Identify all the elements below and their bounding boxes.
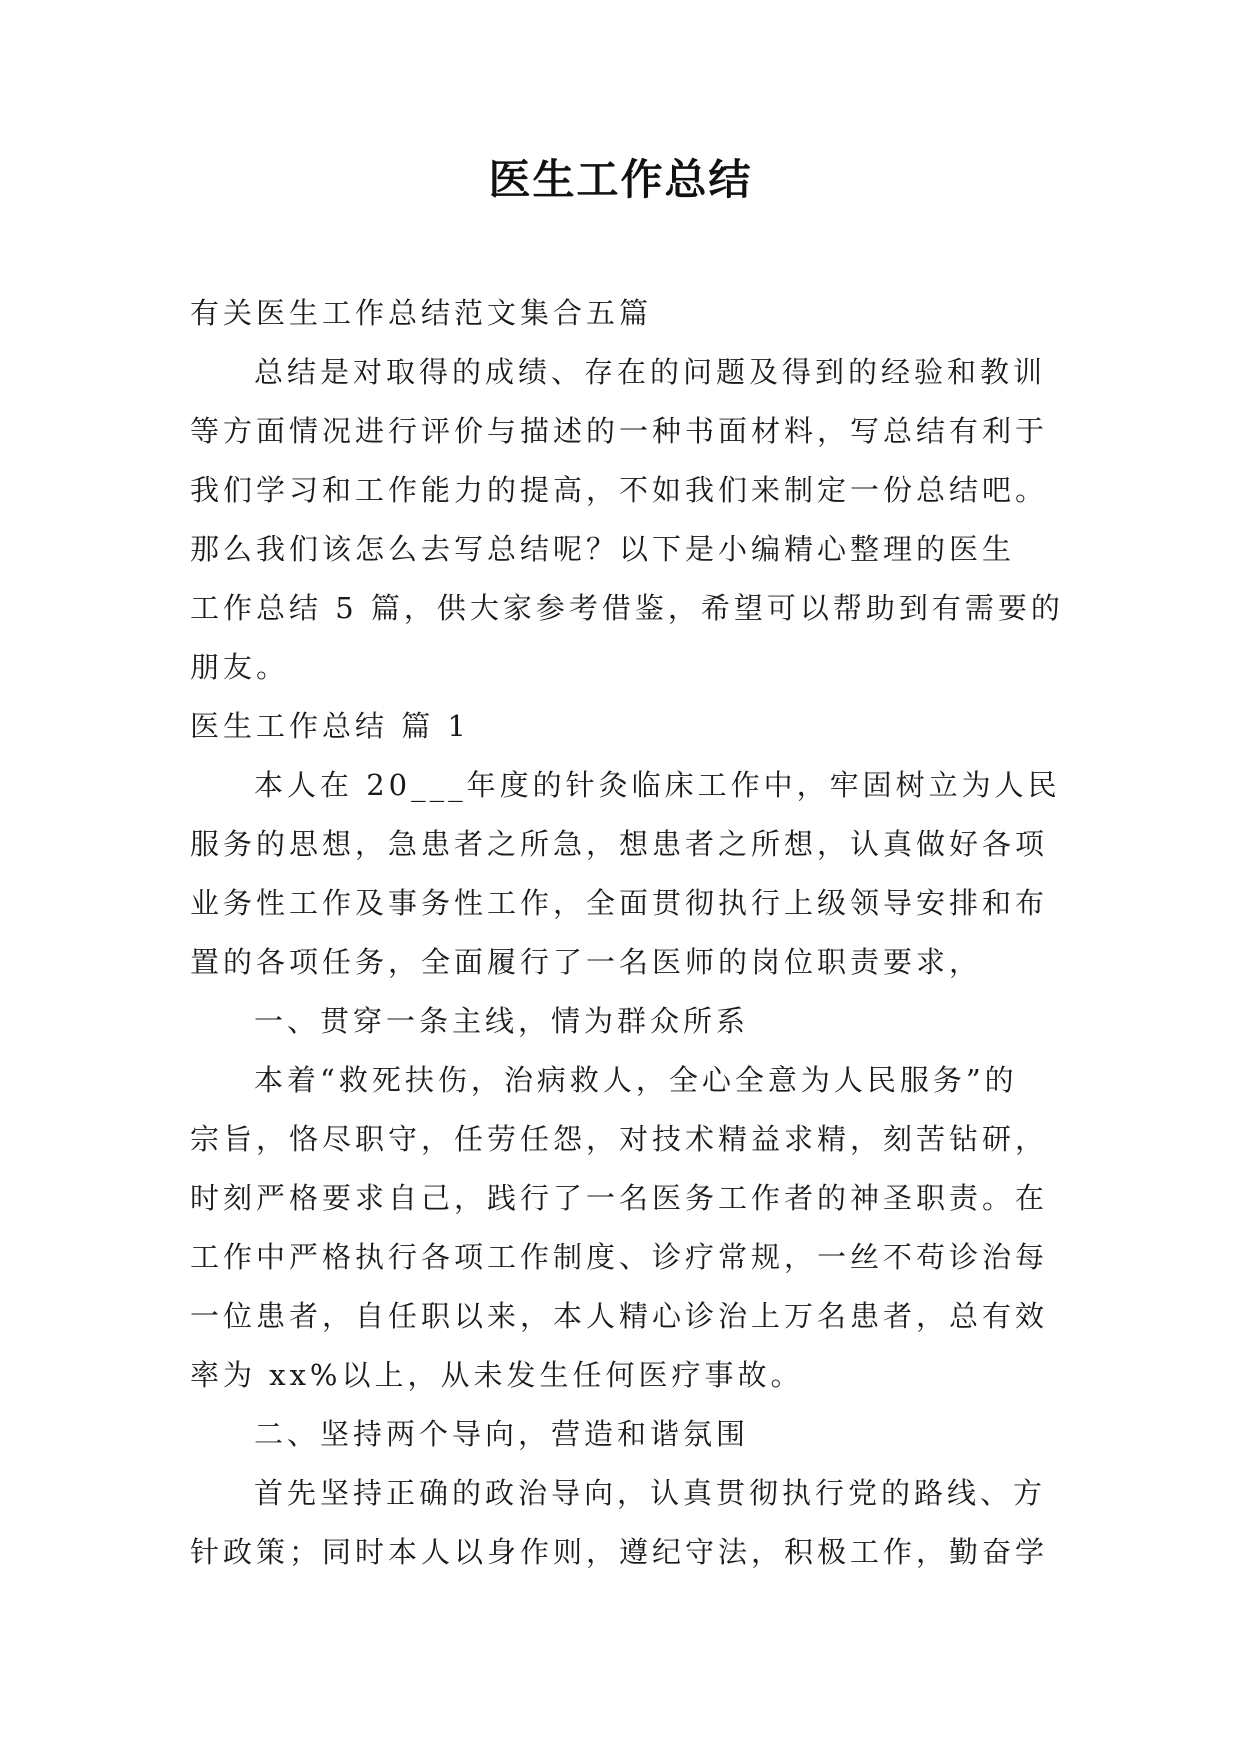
text-line: 工作中严格执行各项工作制度、诊疗常规，一丝不苟诊治每 xyxy=(190,1240,1049,1274)
text-line: 那么我们该怎么去写总结呢？以下是小编精心整理的医生 xyxy=(190,532,1016,566)
text-line: 二、坚持两个导向，营造和谐氛围 xyxy=(254,1417,750,1451)
text-line: 医生工作总结 篇 1 xyxy=(190,709,470,743)
text-line: 服务的思想，急患者之所急，想患者之所想，认真做好各项 xyxy=(190,827,1049,861)
text-line: 有关医生工作总结范文集合五篇 xyxy=(190,296,653,330)
text-line: 宗旨，恪尽职守，任劳任怨，对技术精益求精，刻苦钻研， xyxy=(190,1122,1049,1156)
text-line: 时刻严格要求自己，践行了一名医务工作者的神圣职责。在 xyxy=(190,1181,1049,1215)
text-line: 率为 xx%以上，从未发生任何医疗事故。 xyxy=(190,1358,804,1392)
text-line: 总结是对取得的成绩、存在的问题及得到的经验和教训 xyxy=(254,355,1047,389)
document-title: 医生工作总结 xyxy=(488,155,753,204)
text-line: 业务性工作及事务性工作，全面贯彻执行上级领导安排和布 xyxy=(190,886,1049,920)
text-line: 我们学习和工作能力的提高，不如我们来制定一份总结吧。 xyxy=(190,473,1049,507)
text-line: 等方面情况进行评价与描述的一种书面材料，写总结有利于 xyxy=(190,414,1049,448)
text-line: 本着“救死扶伤，治病救人，全心全意为人民服务”的 xyxy=(254,1063,1018,1097)
text-line: 本人在 20___年度的针灸临床工作中，牢固树立为人民 xyxy=(254,768,1061,802)
document-body xyxy=(190,284,1070,1582)
text-line: 朋友。 xyxy=(190,650,290,684)
text-line: 一位患者，自任职以来，本人精心诊治上万名患者，总有效 xyxy=(190,1299,1049,1333)
text-line: 工作总结 5 篇，供大家参考借鉴，希望可以帮助到有需要的 xyxy=(190,591,1064,625)
text-line: 一、贯穿一条主线，情为群众所系 xyxy=(254,1004,750,1038)
text-line: 首先坚持正确的政治导向，认真贯彻执行党的路线、方 xyxy=(254,1476,1047,1510)
text-line: 置的各项任务，全面履行了一名医师的岗位职责要求， xyxy=(190,945,983,979)
text-line: 针政策；同时本人以身作则，遵纪守法，积极工作，勤奋学 xyxy=(190,1535,1049,1569)
